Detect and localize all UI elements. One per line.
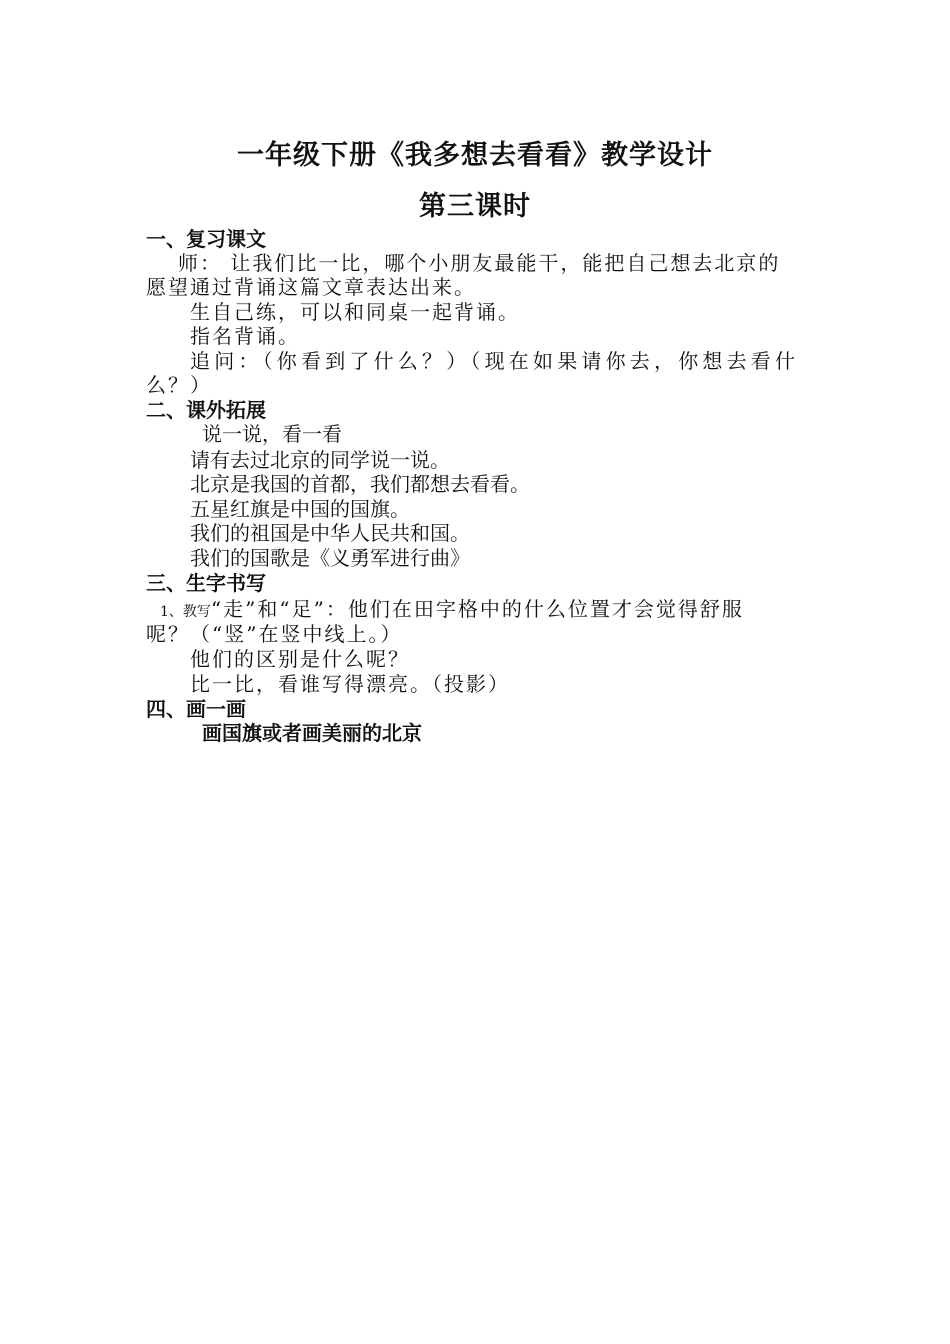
paragraph-line: 呢？（“竖”在竖中线上。） (146, 622, 403, 646)
section-heading-writing: 三、生字书写 (146, 571, 266, 595)
paragraph-line: 他们的区别是什么呢？ (190, 647, 410, 671)
paragraph-line: 指名背诵。 (190, 324, 300, 348)
paragraph-line: 我们的祖国是中华人民共和国。 (190, 521, 470, 545)
paragraph-line: 追问：（你看到了什么？）（现在如果请你去，你想去看什 (190, 349, 800, 373)
paragraph-line: 说一说，看一看 (202, 422, 342, 446)
document-title: 一年级下册《我多想去看看》教学设计 (237, 140, 713, 171)
paragraph-line: 么？） (146, 373, 212, 397)
paragraph-line: 北京是我国的首都，我们都想去看看。 (190, 472, 530, 496)
paragraph-line: 比一比，看谁写得漂亮。（投影） (190, 672, 510, 696)
paragraph-line: 请有去过北京的同学说一说。 (190, 448, 450, 472)
section-heading-drawing: 四、画一画 (146, 697, 246, 721)
paragraph-line: 我们的国歌是《义勇军进行曲》 (190, 546, 470, 570)
paragraph-line (160, 597, 744, 624)
paragraph-line: 生自己练，可以和同桌一起背诵。 (190, 300, 520, 324)
list-prefix: 1、教写 (160, 604, 211, 620)
section-heading-review: 一、复习课文 (146, 227, 266, 251)
paragraph-line: 五星红旗是中国的国旗。 (190, 497, 410, 521)
section-heading-extension: 二、课外拓展 (146, 398, 266, 422)
document-subtitle: 第三课时 (419, 191, 531, 222)
paragraph-line: 师： 让我们比一比，哪个小朋友最能干，能把自己想去北京的 (178, 251, 781, 275)
paragraph-line: 画国旗或者画美丽的北京 (202, 721, 422, 745)
paragraph-text: “走”和“足”：他们在田字格中的什么位置才会觉得舒服 (210, 597, 744, 621)
paragraph-line: 愿望通过背诵这篇文章表达出来。 (146, 275, 476, 299)
